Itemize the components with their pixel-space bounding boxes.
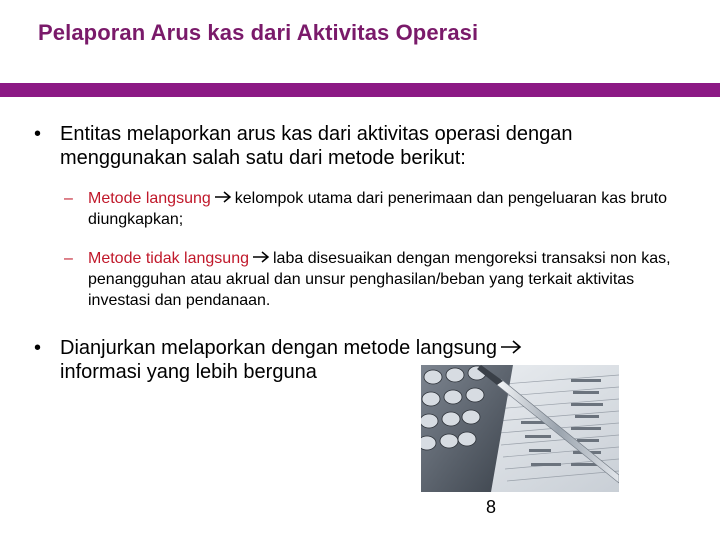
sub-item-metode-langsung bbox=[64, 188, 694, 230]
sub-text bbox=[88, 248, 694, 311]
page-number: 8 bbox=[486, 497, 497, 517]
slide-title: Pelaporan Arus kas dari Aktivitas Operasi bbox=[38, 20, 479, 45]
bullet-entitas bbox=[34, 122, 694, 170]
right-arrow-icon bbox=[214, 191, 232, 203]
sub-dash: – bbox=[64, 190, 73, 207]
right-arrow-icon bbox=[500, 340, 522, 354]
bullet-dot: • bbox=[34, 337, 42, 359]
sub-text bbox=[88, 188, 694, 230]
calculator-pen-financial-report-photo bbox=[421, 365, 619, 492]
title-divider-bar bbox=[0, 83, 720, 97]
sub-dash: – bbox=[64, 250, 73, 267]
bullet2-lead: Dianjurkan melaporkan dengan metode langsung bbox=[60, 337, 497, 359]
sub-item-metode-tidak-langsung bbox=[64, 248, 694, 311]
photo-illustration bbox=[421, 365, 619, 492]
bullet2-tail: informasi yang lebih berguna bbox=[60, 361, 317, 383]
bullet-text: Entitas melaporkan arus kas dari aktivitas operasi dengan menggunakan salah satu dari metode berikut: bbox=[60, 123, 573, 169]
term-metode-tidak-langsung: Metode tidak langsung bbox=[88, 250, 249, 267]
desc-metode-tidak-langsung: laba disesuaikan dengan mengoreksi transaksi non kas, penangguhan atau akrual dan unsur penghasilan/beban yang terkait aktivitas investasi dan pendanaan. bbox=[88, 250, 671, 309]
term-metode-langsung: Metode langsung bbox=[88, 190, 211, 207]
right-arrow-icon bbox=[252, 251, 270, 263]
bullet-dot: • bbox=[34, 123, 42, 145]
desc-metode-langsung: kelompok utama dari penerimaan dan pengeluaran kas bruto diungkapkan; bbox=[88, 190, 668, 228]
